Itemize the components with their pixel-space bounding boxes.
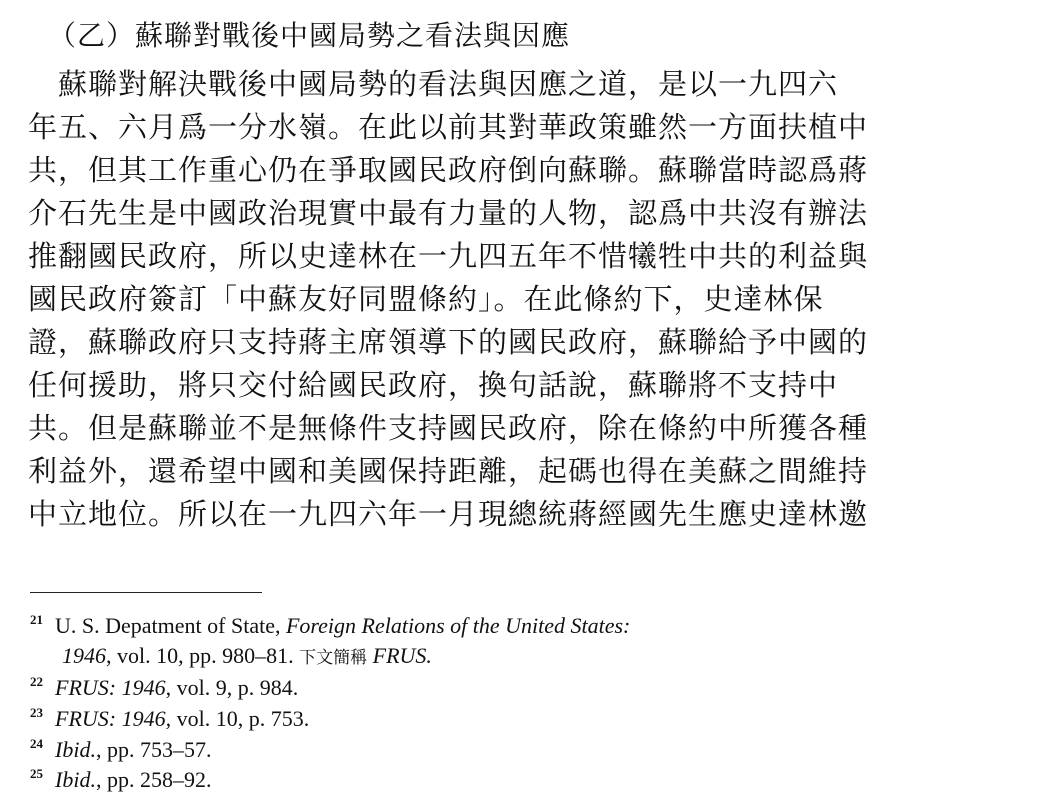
footnote-divider [30, 592, 262, 593]
footnote-text: U. S. Depatment of State, [55, 613, 286, 638]
footnote-number: 24 [30, 736, 43, 751]
footnote-italic: FRUS. [372, 643, 432, 668]
footnote-23 [30, 706, 309, 732]
footnote-25 [30, 767, 211, 793]
paragraph-line: 利益外，還希望中國和美國保持距離，起碼也得在美蘇之間維持 [28, 454, 869, 488]
footnote-21 [30, 613, 630, 639]
section-title: （乙）蘇聯對戰後中國局勢之看法與因應 [48, 19, 571, 52]
footnote-text: , vol. 9, p. 984. [165, 675, 299, 700]
footnote-italic: Ibid. [55, 737, 96, 762]
paragraph-line: 共。但是蘇聯並不是無條件支持國民政府，除在條約中所獲各種 [28, 411, 869, 445]
paragraph-line: 年五、六月爲一分水嶺。在此以前其對華政策雖然一方面扶植中 [28, 110, 869, 144]
footnote-italic: Foreign Relations of the United States: [285, 613, 631, 638]
footnote-italic: FRUS: 1946 [55, 675, 166, 700]
footnote-italic: 1946 [62, 643, 106, 668]
paragraph-line: 國民政府簽訂「中蘇友好同盟條約」。在此條約下，史達林保 [28, 282, 824, 316]
footnote-italic: Ibid. [55, 767, 96, 792]
footnote-number: 21 [30, 612, 43, 627]
paragraph-line: 證，蘇聯政府只支持蔣主席領導下的國民政府，蘇聯給予中國的 [28, 325, 869, 359]
paragraph-line: 蘇聯對解決戰後中國局勢的看法與因應之道，是以一九四六 [28, 67, 839, 101]
footnote-italic: FRUS: 1946, [55, 706, 172, 731]
footnote-text: , pp. 753–57. [95, 737, 212, 762]
footnote-number: 23 [30, 705, 43, 720]
paragraph-line: 中立地位。所以在一九四六年一月現總統蔣經國先生應史達林邀 [28, 497, 869, 531]
footnote-text: , vol. 10, pp. 980–81. [106, 643, 294, 668]
paragraph-line: 介石先生是中國政治現實中最有力量的人物，認爲中共沒有辦法 [28, 196, 869, 230]
footnote-cjk-text: 下文簡稱 [299, 648, 368, 668]
footnote-text: , pp. 258–92. [95, 767, 212, 792]
footnote-21-continued [62, 643, 432, 669]
paragraph-line: 共，但其工作重心仍在爭取國民政府倒向蘇聯。蘇聯當時認爲蔣 [28, 153, 869, 187]
paragraph-line: 任何援助，將只交付給國民政府，換句話說，蘇聯將不支持中 [28, 368, 839, 402]
footnote-number: 25 [30, 766, 43, 781]
footnote-number: 22 [30, 674, 43, 689]
footnote-22 [30, 675, 298, 701]
footnote-24 [30, 737, 211, 763]
footnote-text: vol. 10, p. 753. [171, 706, 310, 731]
paragraph-line: 推翻國民政府，所以史達林在一九四五年不惜犧牲中共的利益與 [28, 239, 869, 273]
